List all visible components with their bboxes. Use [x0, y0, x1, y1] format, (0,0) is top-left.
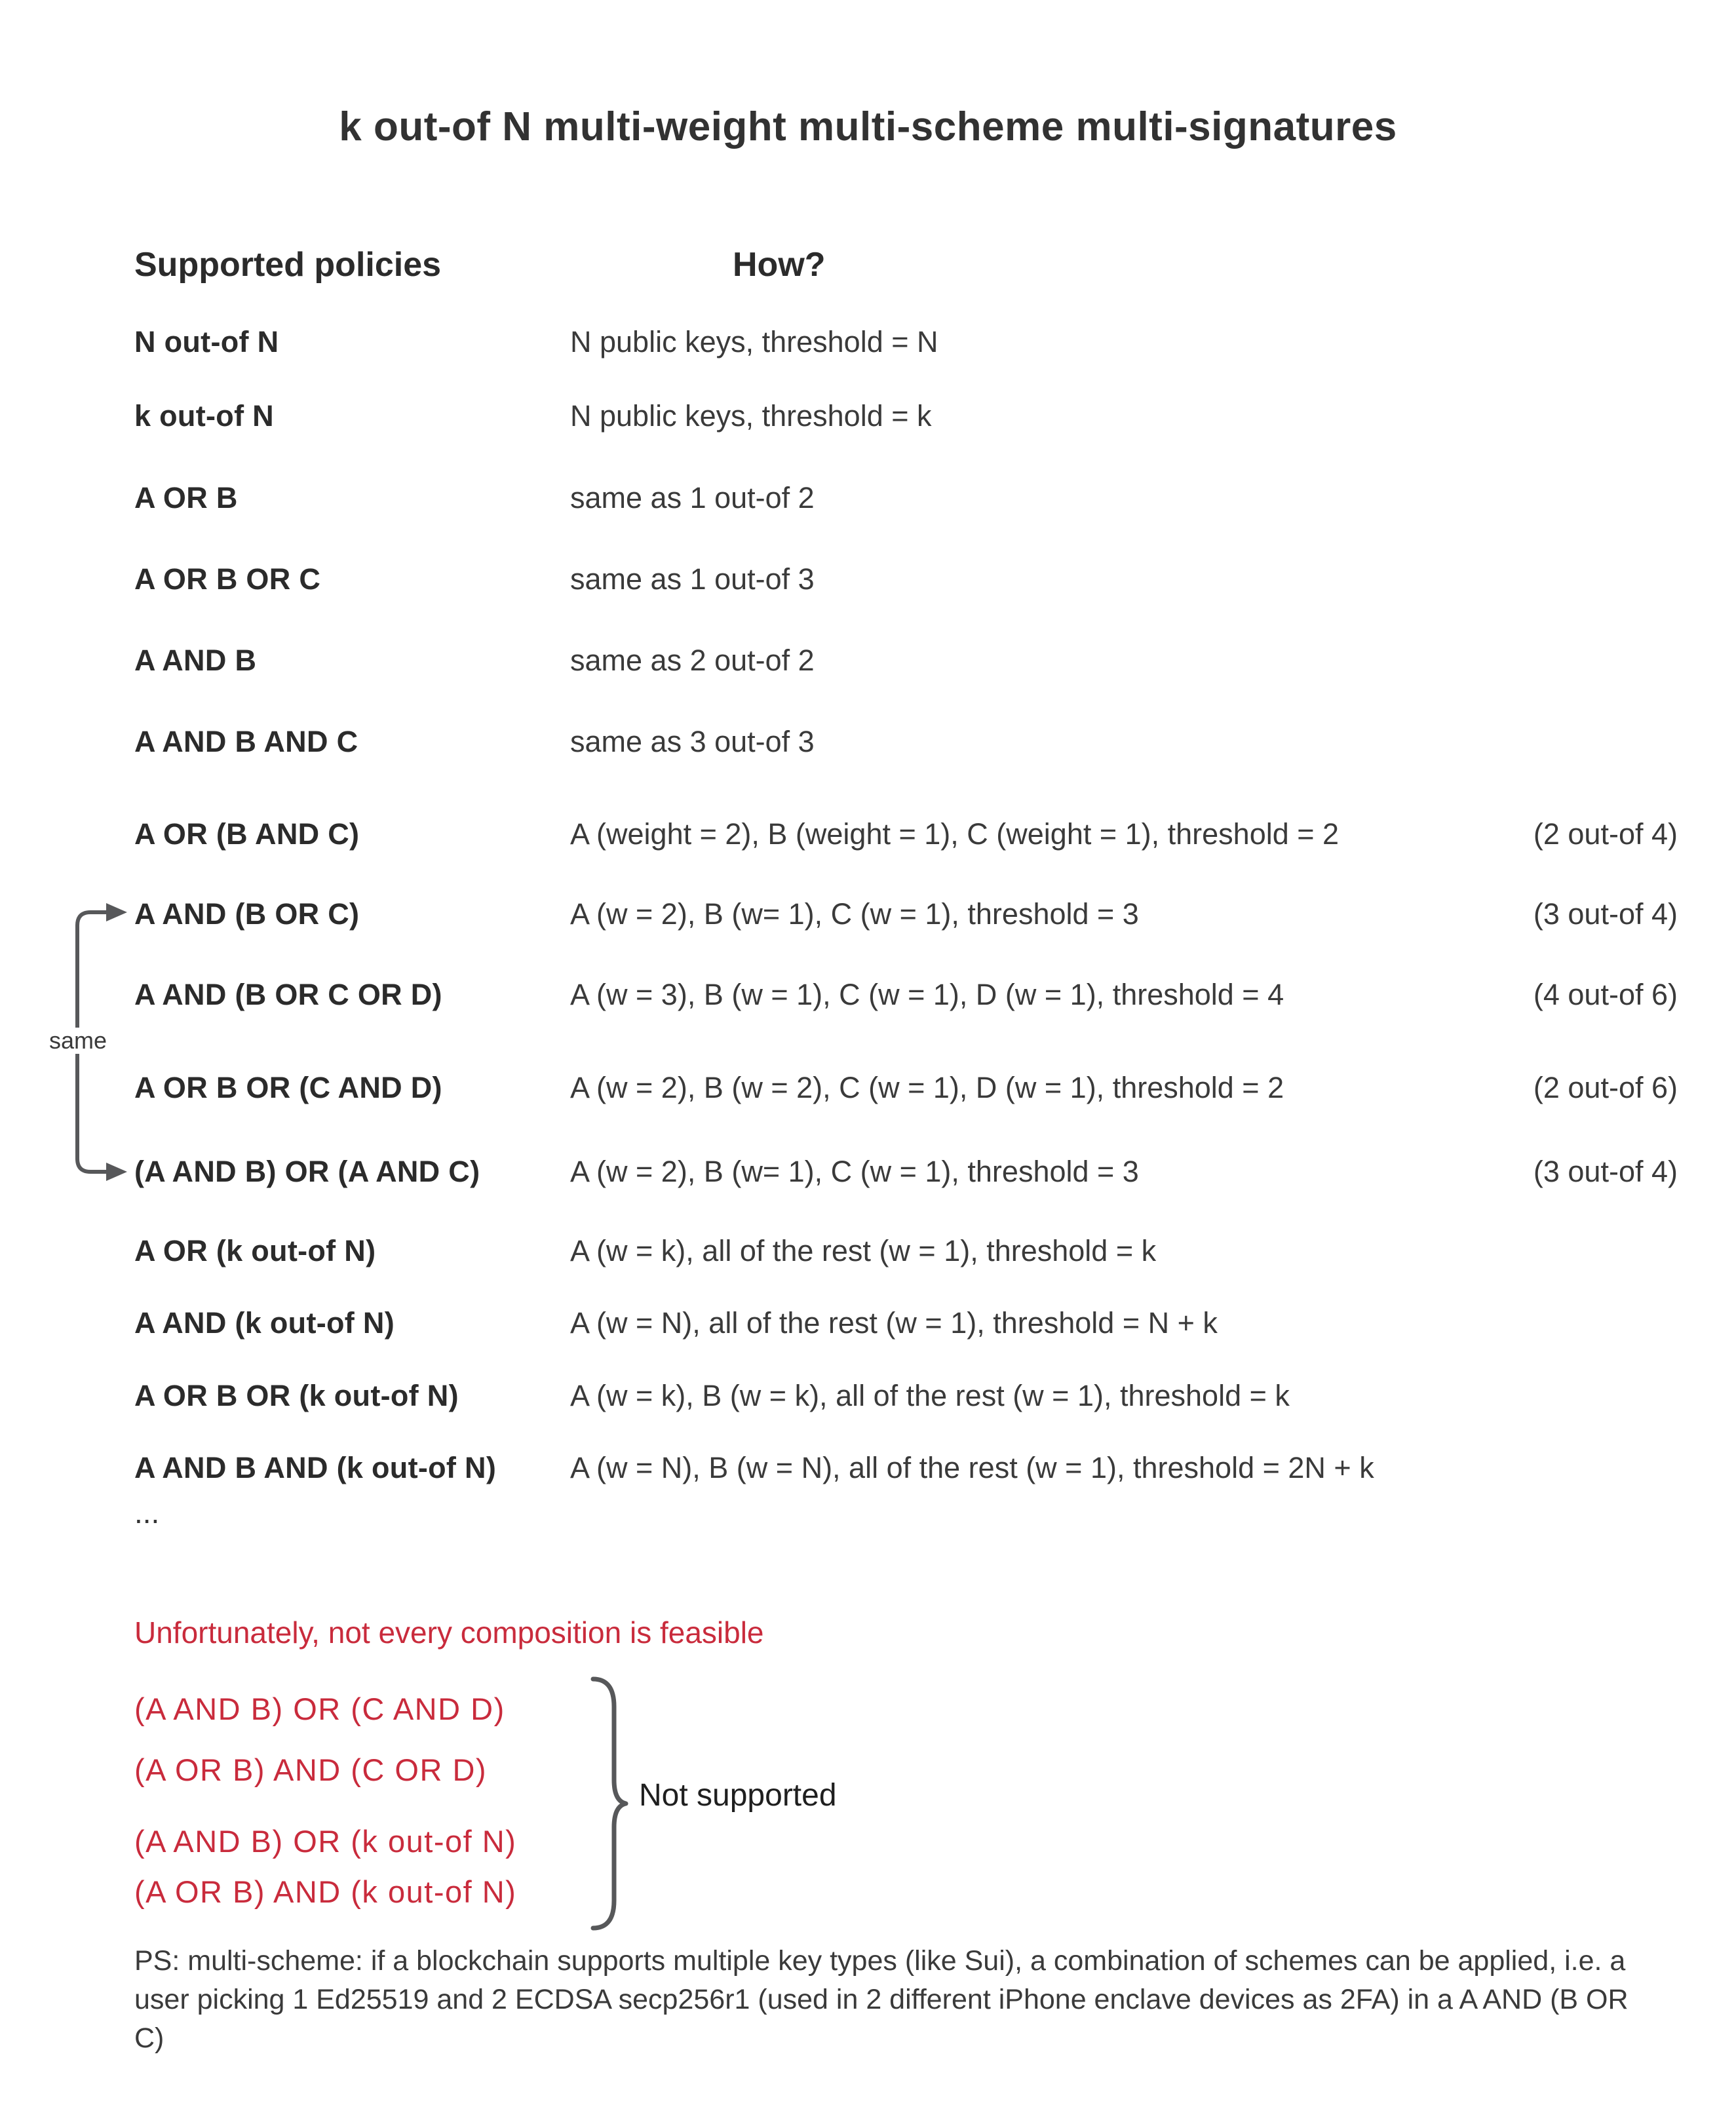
policy-label: A AND B AND C [134, 725, 358, 758]
outof-note: (3 out-of 4) [1533, 1155, 1678, 1188]
policy-label: A OR B OR C [134, 562, 321, 596]
how-text: same as 1 out-of 2 [570, 481, 815, 514]
arrow-right-icon [106, 903, 127, 921]
how-text: A (w = N), B (w = N), all of the rest (w = 1), threshold = 2N + k [570, 1451, 1374, 1484]
column-header-how: How? [733, 246, 826, 284]
table-ellipsis: ... [134, 1496, 160, 1530]
not-supported-label: Not supported [639, 1778, 837, 1813]
how-text: A (w = 2), B (w = 2), C (w = 1), D (w = 1), threshold = 2 [570, 1071, 1284, 1104]
infeasible-item: (A OR B) AND (k out-of N) [134, 1874, 517, 1909]
same-label: same [46, 1028, 110, 1054]
outof-note: (3 out-of 4) [1533, 897, 1678, 931]
how-text: A (w = 3), B (w = 1), C (w = 1), D (w = 1), threshold = 4 [570, 978, 1284, 1011]
not-supported-brace-icon [585, 1675, 631, 1932]
how-text: A (w = N), all of the rest (w = 1), threshold = N + k [570, 1306, 1218, 1340]
policy-label: A OR B OR (C AND D) [134, 1071, 442, 1104]
how-text: same as 2 out-of 2 [570, 644, 815, 677]
outof-note: (4 out-of 6) [1533, 978, 1678, 1011]
policy-label: N out-of N [134, 325, 279, 358]
policy-label: A AND (k out-of N) [134, 1306, 395, 1340]
how-text: A (w = 2), B (w= 1), C (w = 1), threshold = 3 [570, 1155, 1139, 1188]
how-text: N public keys, threshold = N [570, 325, 938, 358]
how-text: same as 3 out-of 3 [570, 725, 815, 758]
policy-label: A OR (k out-of N) [134, 1234, 376, 1267]
outof-note: (2 out-of 4) [1533, 817, 1678, 851]
policy-label: A AND (B OR C OR D) [134, 978, 442, 1011]
how-text: A (w = 2), B (w= 1), C (w = 1), threshold = 3 [570, 897, 1139, 931]
outof-note: (2 out-of 6) [1533, 1071, 1678, 1104]
policy-label: A OR (B AND C) [134, 817, 360, 851]
infeasible-heading: Unfortunately, not every composition is feasible [134, 1615, 764, 1650]
how-text: N public keys, threshold = k [570, 399, 932, 433]
column-header-supported-policies: Supported policies [134, 246, 442, 284]
infeasible-item: (A AND B) OR (k out-of N) [134, 1824, 517, 1859]
how-text: A (w = k), B (w = k), all of the rest (w = 1), threshold = k [570, 1379, 1290, 1412]
policy-label: (A AND B) OR (A AND C) [134, 1155, 480, 1188]
how-text: same as 1 out-of 3 [570, 562, 815, 596]
policy-label: A OR B OR (k out-of N) [134, 1379, 459, 1412]
policy-label: A OR B [134, 481, 238, 514]
ps-note: PS: multi-scheme: if a blockchain supports multiple key types (like Sui), a combination of schemes can be applied, i.e. a user picking 1 Ed25519 and 2 ECDSA secp256r1 (used in 2 different iPhone enclave devices as 2FA) in a A AND (B OR C) [134, 1945, 1629, 2054]
how-text: A (w = k), all of the rest (w = 1), threshold = k [570, 1234, 1157, 1267]
policy-label: A AND (B OR C) [134, 897, 360, 931]
infeasible-item: (A OR B) AND (C OR D) [134, 1752, 488, 1787]
how-text: A (weight = 2), B (weight = 1), C (weight = 1), threshold = 2 [570, 817, 1340, 851]
policy-label: A AND B [134, 644, 257, 677]
policy-label: k out-of N [134, 399, 274, 433]
arrow-right-icon [106, 1163, 127, 1181]
policy-label: A AND B AND (k out-of N) [134, 1451, 497, 1484]
infeasible-item: (A AND B) OR (C AND D) [134, 1691, 505, 1726]
page-title: k out-of N multi-weight multi-scheme multi-signatures [339, 104, 1397, 149]
